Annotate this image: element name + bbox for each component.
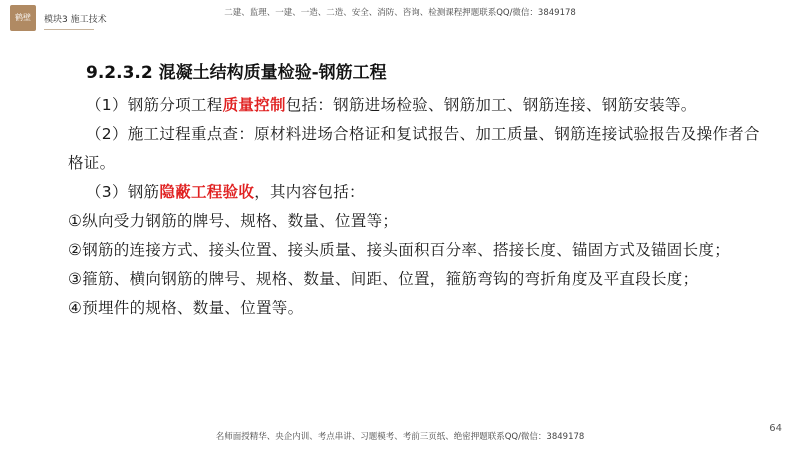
list-item: ①纵向受力钢筋的牌号、规格、数量、位置等；: [68, 212, 399, 230]
footer-notice: 名师面授精华、央企内训、考点串讲、习题模考、考前三页纸、绝密押题联系QQ/微信：3849178: [215, 432, 585, 442]
slide-content: [68, 58, 768, 323]
page-number: 64: [769, 423, 782, 434]
paragraph-quality-control: [68, 91, 768, 120]
text-segment: （3）钢筋: [86, 183, 160, 201]
list-item: ④预埋件的规格、数量、位置等。: [68, 299, 304, 317]
text-segment: ，其内容包括：: [254, 183, 365, 201]
header-divider: [44, 29, 94, 30]
header-bar: [0, 0, 800, 40]
logo: 鹤壁: [10, 5, 36, 31]
section-title: 9.2.3.2 混凝土结构质量检验-钢筋工程: [86, 63, 387, 83]
list-item: ②钢筋的连接方式、接头位置、接头质量、接头面积百分率、搭接长度、锚固方式及锚固长度；: [68, 241, 730, 259]
module-label: 模块3 施工技术: [44, 15, 107, 25]
header-notice: 二建、监理、一建、一造、二造、安全、消防、咨询、检测课程押题联系QQ/微信：3849178: [224, 8, 576, 18]
paragraph-concealed-acceptance: [68, 178, 768, 207]
text-segment: （1）钢筋分项工程: [86, 96, 223, 114]
paragraph-key-checks: （2）施工过程重点查：原材料进场合格证和复试报告、加工质量、钢筋连接试验报告及操作者合格证。: [68, 125, 760, 172]
text-segment: 包括：钢筋进场检验、钢筋加工、钢筋连接、钢筋安装等。: [285, 96, 697, 114]
list-item: ③箍筋、横向钢筋的牌号、规格、数量、间距、位置，箍筋弯钩的弯折角度及平直段长度；: [68, 270, 699, 288]
highlight-text: 隐蔽工程验收: [159, 183, 255, 201]
highlight-text: 质量控制: [222, 96, 286, 114]
